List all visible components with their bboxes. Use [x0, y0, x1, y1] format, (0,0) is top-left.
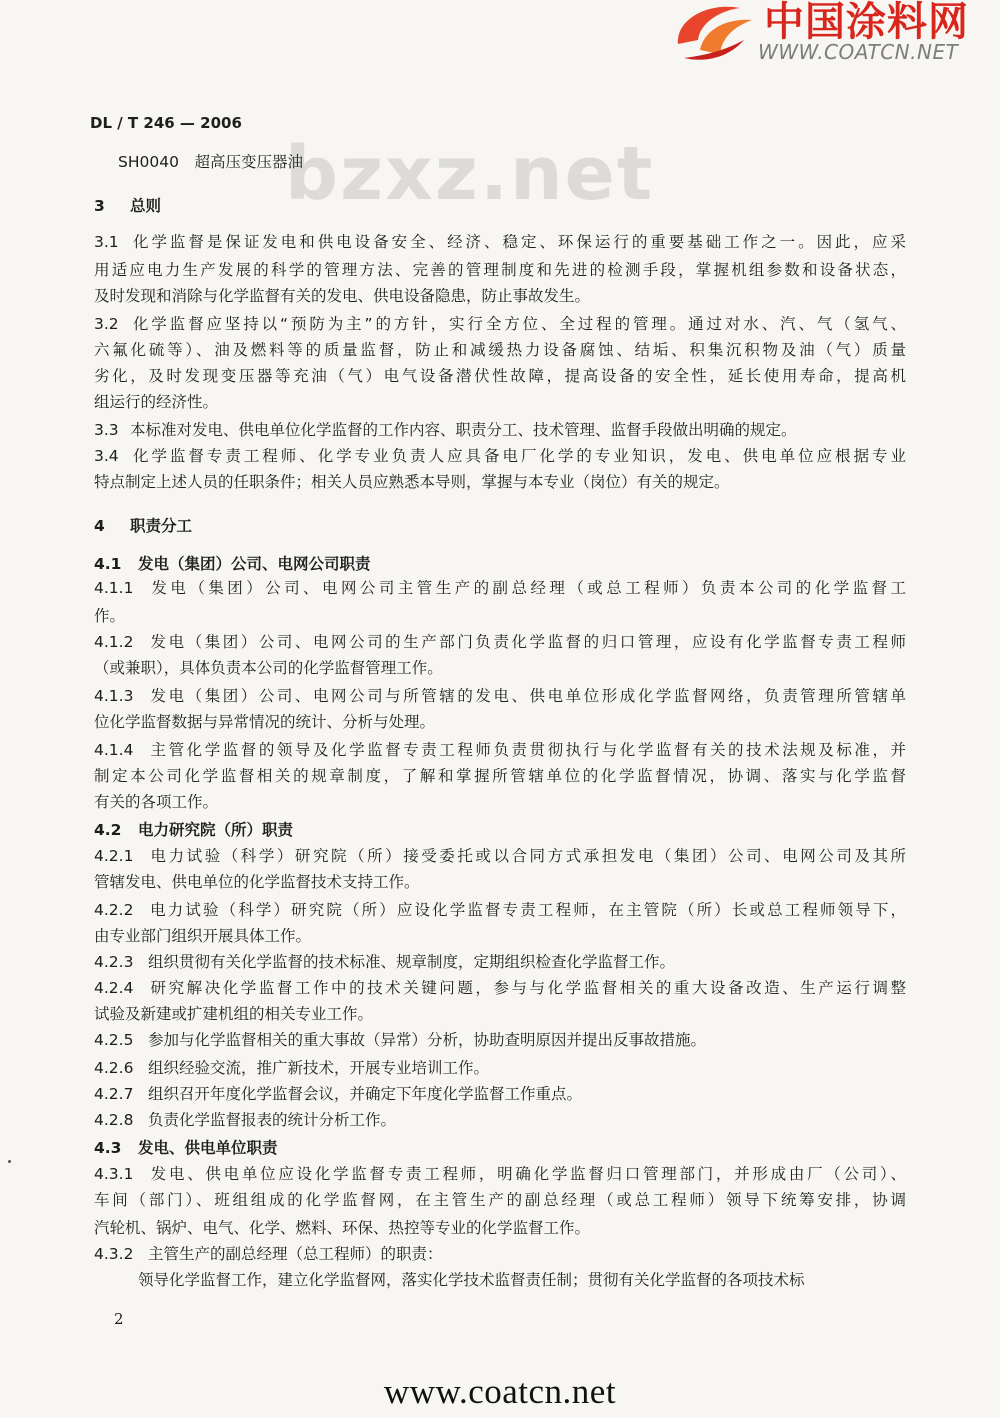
- doc-line: 4.3.2 主管生产的副总经理（总工程师）的职责：: [94, 1245, 443, 1263]
- doc-line: 由专业部门组织开展具体工作。: [94, 927, 312, 945]
- subsection-heading: 4.2 电力研究院（所）职责: [94, 821, 294, 839]
- doc-line: 3.4 化学监督专责工程师、化学专业负责人应具备电厂化学的专业知识，发电、供电单位应根据专业: [94, 447, 906, 465]
- subsection-heading: 4.1 发电（集团）公司、电网公司职责: [94, 555, 371, 573]
- doc-line: 用适应电力生产发展的科学的管理方法、完善的管理制度和先进的检测手段，掌握机组参数和设备状态，: [94, 261, 906, 279]
- doc-line: 领导化学监督工作，建立化学监督网，落实化学技术监督责任制；贯彻有关化学监督的各项技术标: [138, 1271, 805, 1289]
- doc-line: 组运行的经济性。: [94, 393, 219, 411]
- doc-line: （或兼职），具体负责本公司的化学监督管理工作。: [94, 659, 443, 677]
- doc-line: 六氟化硫等）、油及燃料等的质量监督，防止和减缓热力设备腐蚀、结垢、积集沉积物及油（气）质量: [94, 341, 906, 359]
- doc-line: 3.3 本标准对发电、供电单位化学监督的工作内容、职责分工、技术管理、监督手段做出明确的规定。: [94, 421, 797, 439]
- doc-line: 4.2.5 参加与化学监督相关的重大事故（异常）分析，协助查明原因并提出反事故措施。: [94, 1031, 707, 1049]
- doc-line: SH0040 超高压变压器油: [118, 153, 303, 171]
- doc-line: 4.1.1 发电（集团）公司、电网公司主管生产的副总经理（或总工程师）负责本公司的化学监督工: [94, 579, 906, 597]
- logo-swirl-icon: [670, 0, 756, 64]
- section-heading: 4 职责分工: [94, 517, 193, 535]
- section-heading: 3 总则: [94, 197, 162, 215]
- doc-line: 3.2 化学监督应坚持以“预防为主”的方针，实行全方位、全过程的管理。通过对水、汽、气（氢气、: [94, 315, 906, 333]
- footer-url: www.coatcn.net: [383, 1372, 617, 1411]
- doc-line: 车间（部门）、班组组成的化学监督网，在主管生产的副总经理（或总工程师）领导下统筹安排，协调: [94, 1191, 906, 1209]
- doc-line: 4.2.2 电力试验（科学）研究院（所）应设化学监督专责工程师，在主管院（所）长或总工程师领导下，: [94, 901, 906, 919]
- doc-line: 4.2.1 电力试验（科学）研究院（所）接受委托或以合同方式承担发电（集团）公司、电网公司及其所: [94, 847, 906, 865]
- standard-code: DL / T 246 — 2006: [90, 114, 242, 132]
- doc-line: 有关的各项工作。: [94, 793, 219, 811]
- doc-line: 试验及新建或扩建机组的相关专业工作。: [94, 1005, 374, 1023]
- doc-line: 4.2.4 研究解决化学监督工作中的技术关键问题，参与与化学监督相关的重大设备改造、生产运行调整: [94, 979, 906, 997]
- doc-line: 4.2.8 负责化学监督报表的统计分析工作。: [94, 1111, 397, 1129]
- watermark: bzxz.net: [285, 131, 655, 217]
- doc-line: 汽轮机、锅炉、电气、化学、燃料、环保、热控等专业的化学监督工作。: [94, 1219, 591, 1237]
- subsection-heading: 4.3 发电、供电单位职责: [94, 1139, 278, 1157]
- doc-line: 4.3.1 发电、供电单位应设化学监督专责工程师，明确化学监督归口管理部门，并形成由厂（公司）、: [94, 1165, 906, 1183]
- doc-line: 及时发现和消除与化学监督有关的发电、供电设备隐患，防止事故发生。: [94, 287, 591, 305]
- doc-line: 3.1 化学监督是保证发电和供电设备安全、经济、稳定、环保运行的重要基础工作之一。因此，应采: [94, 233, 906, 251]
- doc-line: 位化学监督数据与异常情况的统计、分析与处理。: [94, 713, 436, 731]
- site-logo: [662, 0, 1000, 72]
- doc-line: 作。: [94, 607, 126, 625]
- doc-line: 制定本公司化学监督相关的规章制度，了解和掌握所管辖单位的化学监督情况，协调、落实与化学监督: [94, 767, 906, 785]
- doc-line: 劣化，及时发现变压器等充油（气）电气设备潜伏性故障，提高设备的安全性，延长使用寿命，提高机: [94, 367, 906, 385]
- doc-line: 4.2.7 组织召开年度化学监督会议，并确定下年度化学监督工作重点。: [94, 1085, 583, 1103]
- doc-line: 特点制定上述人员的任职条件；相关人员应熟悉本导则，掌握与本专业（岗位）有关的规定。: [94, 473, 730, 491]
- doc-line: 4.2.6 组织经验交流，推广新技术，开展专业培训工作。: [94, 1059, 490, 1077]
- doc-line: 4.1.2 发电（集团）公司、电网公司的生产部门负责化学监督的归口管理，应设有化学监督专责工程师: [94, 633, 906, 651]
- doc-line: 4.1.4 主管化学监督的领导及化学监督专责工程师负责贯彻执行与化学监督有关的技术法规及标准，并: [94, 741, 906, 759]
- scan-dot: [8, 1160, 11, 1163]
- page-number: 2: [114, 1310, 124, 1328]
- doc-line: 管辖发电、供电单位的化学监督技术支持工作。: [94, 873, 420, 891]
- doc-line: 4.2.3 组织贯彻有关化学监督的技术标准、规章制度，定期组织检查化学监督工作。: [94, 953, 676, 971]
- logo-url: WWW.COATCN.NET: [758, 40, 959, 64]
- logo-title: 中国涂料网: [764, 0, 969, 45]
- doc-line: 4.1.3 发电（集团）公司、电网公司与所管辖的发电、供电单位形成化学监督网络，负责管理所管辖单: [94, 687, 906, 705]
